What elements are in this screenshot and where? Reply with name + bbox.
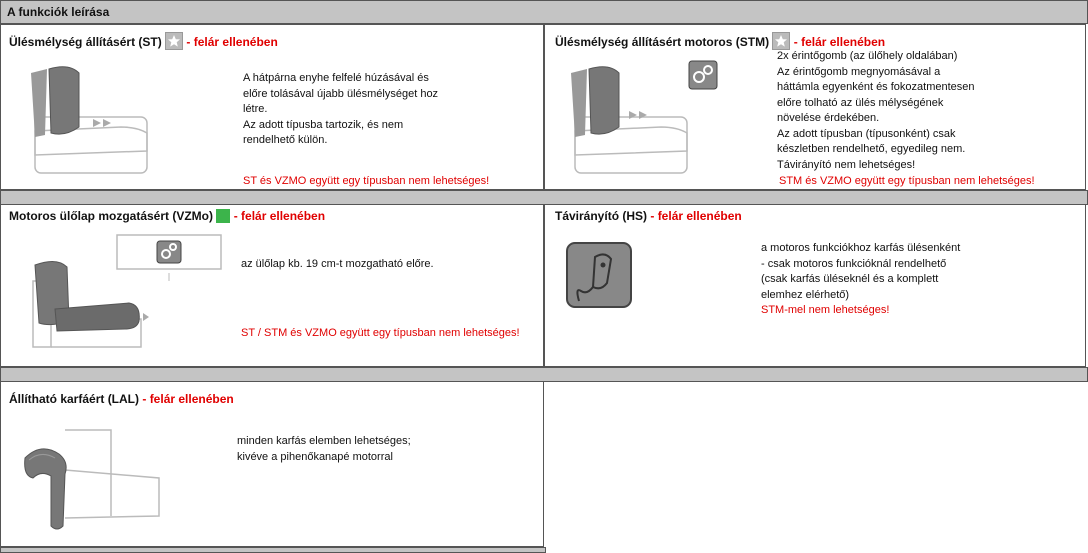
remote-control-icon: [565, 241, 635, 311]
gear-icon: [157, 241, 181, 263]
gear-icon: [689, 61, 717, 89]
hs-desc-line: a motoros funkciókhoz karfás ülésenként: [761, 242, 961, 254]
st-desc-line: Az adott típusba tartozik, és nem: [243, 118, 404, 131]
row-separator: [0, 190, 1088, 205]
vzmo-sofa-illustration: [21, 231, 231, 355]
stm-sofa-illustration: [565, 59, 745, 185]
hs-description: [761, 241, 960, 319]
bottom-separator: [0, 547, 546, 553]
row-separator: [0, 367, 1088, 382]
st-desc-line: A hátpárna enyhe felfelé húzásával és: [243, 72, 429, 84]
lal-armrest-illustration: [11, 426, 171, 536]
hs-desc-line: (csak karfás üléseknél és a komplett: [761, 273, 939, 285]
cell-hs: [544, 204, 1086, 367]
st-sofa-illustration: [21, 61, 161, 181]
stm-description: [777, 49, 975, 173]
star-icon: [772, 32, 790, 50]
st-desc-line: létre.: [243, 103, 268, 115]
vzmo-description: [241, 257, 434, 273]
hs-surcharge: - felár ellenében: [650, 209, 742, 223]
stm-desc-line: előre tolható az ülés mélységének: [777, 96, 944, 109]
lal-description: [237, 434, 411, 465]
st-desc-line: előre tolásával újabb ülésmélységet hoz: [243, 87, 439, 100]
hs-warning: STM-mel nem lehetséges!: [761, 304, 890, 316]
cell-vzmo: [0, 204, 544, 367]
star-icon: [165, 32, 183, 50]
stm-desc-line: Távirányító nem lehetséges!: [777, 158, 916, 171]
stm-title-line: [555, 32, 885, 50]
stm-desc-line: Az adott típusban (típusonként) csak: [777, 127, 956, 140]
lal-title-line: [9, 392, 234, 406]
stm-desc-line: készletben rendelhető, egyedileg nem.: [777, 143, 966, 155]
hs-title: Távirányító (HS): [555, 209, 648, 223]
cell-st: [0, 24, 544, 190]
hs-desc-line: elemhez elérhető): [761, 288, 850, 301]
vzmo-title: Motoros ülőlap mozgatásért (VZMo): [9, 209, 213, 223]
st-warning: ST és VZMO együtt egy típusban nem lehetséges!: [243, 175, 490, 187]
cell-stm: [544, 24, 1086, 190]
lal-title: Állítható karfáért (LAL): [9, 392, 140, 406]
lal-surcharge: - felár ellenében: [142, 392, 234, 406]
vzmo-title-line: [9, 209, 325, 223]
hs-desc-line: - csak motoros funkcióknál rendelhető: [761, 257, 947, 270]
stm-desc-line: növelése érdekében.: [777, 112, 880, 124]
st-description: [243, 71, 438, 149]
lal-desc-line: minden karfás elemben lehetséges;: [237, 435, 411, 447]
hs-title-line: [555, 209, 742, 223]
stm-desc-line: háttámla egyenként és fokozatmentesen: [777, 81, 975, 93]
vzmo-surcharge: - felár ellenében: [233, 209, 326, 223]
green-square-icon: [216, 209, 230, 223]
st-surcharge: - felár ellenében: [186, 35, 278, 49]
stm-desc-line: 2x érintőgomb (az ülőhely oldalában): [777, 50, 958, 62]
cell-lal: [0, 381, 544, 547]
stm-surcharge: - felár ellenében: [793, 35, 886, 49]
stm-warning: STM és VZMO együtt egy típusban nem lehetséges!: [779, 175, 1035, 187]
vzmo-desc-line: az ülőlap kb. 19 cm-t mozgatható előre.: [241, 258, 434, 270]
stm-title: Ülésmélység állításért motoros (STM): [555, 35, 770, 49]
section-title: A funkciók leírása: [7, 5, 110, 19]
st-title-line: [9, 32, 278, 50]
st-desc-line: rendelhető külön.: [243, 134, 328, 146]
stm-desc-line: Az érintőgomb megnyomásával a: [777, 65, 941, 78]
vzmo-warning: ST / STM és VZMO együtt egy típusban nem lehetséges!: [241, 327, 520, 339]
st-title: Ülésmélység állításért (ST): [9, 35, 162, 49]
lal-desc-line: kivéve a pihenőkanapé motorral: [237, 450, 393, 463]
section-header: [0, 0, 1088, 24]
